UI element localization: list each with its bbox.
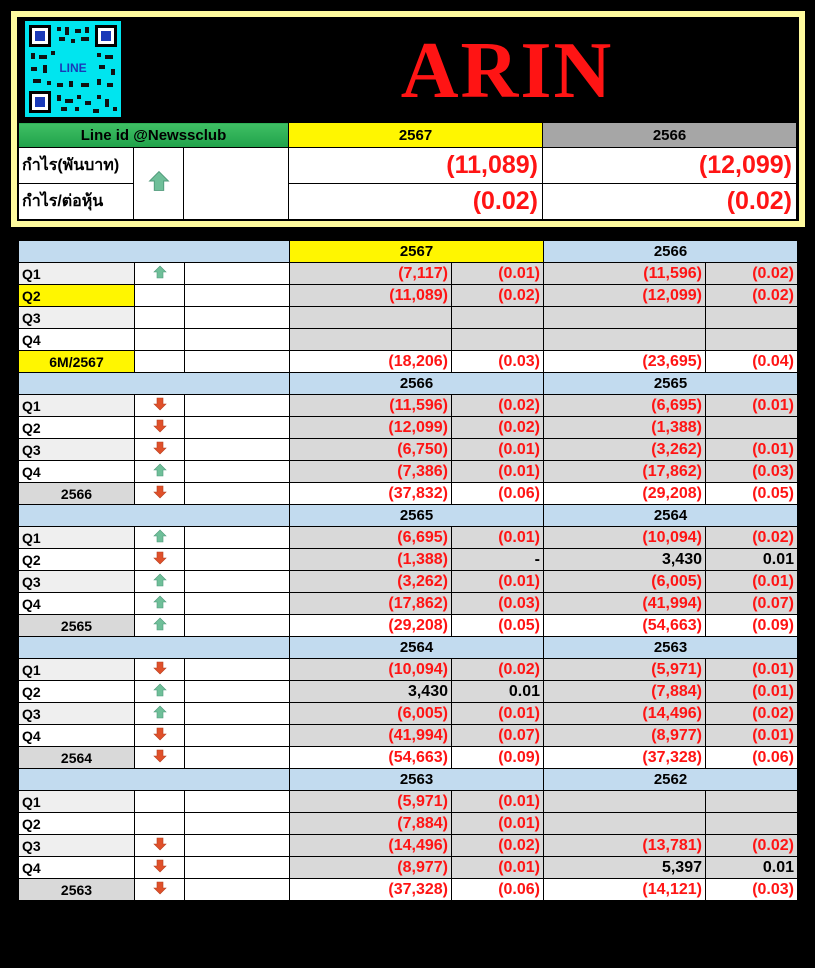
profit-b-cell: (5,971)	[544, 659, 706, 681]
eps-a-cell: (0.01)	[452, 439, 544, 461]
profit-b-cell	[544, 791, 706, 813]
eps-b-cell	[706, 791, 798, 813]
blank-cell	[185, 439, 290, 461]
block-year-a: 2567	[290, 241, 544, 263]
total-row	[19, 615, 798, 637]
profit-b-cell: (12,099)	[544, 285, 706, 307]
profit-a-cell: (17,862)	[290, 593, 452, 615]
quarter-row	[19, 549, 798, 571]
profit-a-cell: (18,206)	[290, 351, 452, 373]
blank-cell	[185, 813, 290, 835]
eps-prev: (0.02)	[543, 184, 797, 220]
block-year-b: 2562	[544, 769, 798, 791]
trend-cell	[135, 439, 185, 461]
eps-b-cell: (0.05)	[706, 483, 798, 505]
blank-cell	[185, 725, 290, 747]
row-label: Q2	[19, 813, 135, 835]
row-label: 6M/2567	[19, 351, 135, 373]
row-label: 2565	[19, 615, 135, 637]
eps-b-cell: (0.01)	[706, 725, 798, 747]
up-arrow-icon	[153, 463, 167, 480]
blank-cell	[185, 461, 290, 483]
blank-cell	[185, 263, 290, 285]
row-label: Q4	[19, 725, 135, 747]
trend-cell	[135, 615, 185, 637]
trend-cell	[135, 835, 185, 857]
profit-b-cell: (54,663)	[544, 615, 706, 637]
eps-a-cell: 0.01	[452, 681, 544, 703]
row-label: Q4	[19, 593, 135, 615]
block-header-spacer	[19, 241, 290, 263]
eps-a-cell	[452, 329, 544, 351]
profit-a-cell	[290, 329, 452, 351]
quarter-row	[19, 329, 798, 351]
row-label: Q3	[19, 307, 135, 329]
summary-table	[18, 122, 797, 220]
line-id-label[interactable]: Line id @Newssclub	[19, 123, 289, 148]
profit-b-cell: (6,005)	[544, 571, 706, 593]
down-arrow-icon	[153, 397, 167, 414]
trend-cell	[135, 395, 185, 417]
row-label: Q3	[19, 439, 135, 461]
block-header-spacer	[19, 769, 290, 791]
profit-b-cell	[544, 307, 706, 329]
profit-a-cell: (7,386)	[290, 461, 452, 483]
profit-a-cell: (1,388)	[290, 549, 452, 571]
blank-cell	[185, 615, 290, 637]
profit-b-cell: (29,208)	[544, 483, 706, 505]
row-label: Q1	[19, 791, 135, 813]
summary-header-row	[19, 123, 797, 148]
profit-a-cell: (54,663)	[290, 747, 452, 769]
profit-b-cell: (10,094)	[544, 527, 706, 549]
profit-b-cell: (14,496)	[544, 703, 706, 725]
profit-b-cell: (13,781)	[544, 835, 706, 857]
profit-b-cell: (37,328)	[544, 747, 706, 769]
row-label: Q1	[19, 527, 135, 549]
eps-b-cell	[706, 813, 798, 835]
block-header-row	[19, 373, 798, 395]
row-label: 2566	[19, 483, 135, 505]
row-label: Q2	[19, 549, 135, 571]
eps-a-cell	[452, 307, 544, 329]
total-row	[19, 483, 798, 505]
trend-cell	[135, 307, 185, 329]
profit-b-cell: (23,695)	[544, 351, 706, 373]
profit-a-cell: (7,117)	[290, 263, 452, 285]
profit-a-cell: (14,496)	[290, 835, 452, 857]
eps-b-cell	[706, 329, 798, 351]
trend-cell	[135, 263, 185, 285]
profit-b-cell	[544, 813, 706, 835]
profit-a-cell: (11,596)	[290, 395, 452, 417]
down-arrow-icon	[153, 859, 167, 876]
blank-cell	[185, 351, 290, 373]
quarter-row	[19, 571, 798, 593]
quarter-row	[19, 285, 798, 307]
quarter-row	[19, 725, 798, 747]
trend-cell	[135, 681, 185, 703]
down-arrow-icon	[153, 419, 167, 436]
row-label: 2564	[19, 747, 135, 769]
up-arrow-icon	[153, 683, 167, 700]
down-arrow-icon	[153, 661, 167, 678]
eps-b-cell: 0.01	[706, 857, 798, 879]
row-label: Q1	[19, 659, 135, 681]
eps-label: กำไร/ต่อหุ้น	[19, 184, 134, 220]
quarter-row	[19, 813, 798, 835]
block-year-a: 2564	[290, 637, 544, 659]
row-label: Q4	[19, 857, 135, 879]
profit-b-cell: 5,397	[544, 857, 706, 879]
profit-a-cell: 3,430	[290, 681, 452, 703]
up-arrow-icon	[153, 595, 167, 612]
eps-b-cell: 0.01	[706, 549, 798, 571]
eps-a-cell: (0.02)	[452, 417, 544, 439]
row-label: 2563	[19, 879, 135, 901]
profit-b-cell: (3,262)	[544, 439, 706, 461]
trend-cell	[135, 791, 185, 813]
profit-a-cell: (12,099)	[290, 417, 452, 439]
profit-b-cell: (11,596)	[544, 263, 706, 285]
eps-a-cell: (0.01)	[452, 791, 544, 813]
trend-cell	[135, 857, 185, 879]
total-row	[19, 879, 798, 901]
eps-b-cell: (0.02)	[706, 835, 798, 857]
eps-b-cell: (0.01)	[706, 395, 798, 417]
trend-cell	[135, 879, 185, 901]
profit-b-cell: (6,695)	[544, 395, 706, 417]
block-year-b: 2565	[544, 373, 798, 395]
row-label: Q1	[19, 263, 135, 285]
row-label: Q2	[19, 285, 135, 307]
profit-a-cell: (6,695)	[290, 527, 452, 549]
down-arrow-icon	[153, 727, 167, 744]
quarter-row	[19, 791, 798, 813]
profit-a-cell: (5,971)	[290, 791, 452, 813]
blank-cell	[185, 571, 290, 593]
trend-cell	[135, 329, 185, 351]
eps-a-cell: (0.01)	[452, 857, 544, 879]
blank-cell	[185, 285, 290, 307]
profit-a-cell: (11,089)	[290, 285, 452, 307]
trend-cell	[135, 351, 185, 373]
row-label: Q1	[19, 395, 135, 417]
trend-cell	[135, 483, 185, 505]
row-label: Q3	[19, 703, 135, 725]
eps-a-cell: (0.06)	[452, 879, 544, 901]
eps-b-cell: (0.01)	[706, 439, 798, 461]
row-label: Q4	[19, 461, 135, 483]
profit-a-cell: (3,262)	[290, 571, 452, 593]
block-header-spacer	[19, 373, 290, 395]
down-arrow-icon	[153, 881, 167, 898]
line-qr-code[interactable]	[25, 21, 121, 117]
row-label: Q4	[19, 329, 135, 351]
trend-cell	[135, 659, 185, 681]
eps-b-cell	[706, 417, 798, 439]
down-arrow-icon	[153, 749, 167, 766]
profit-current: (11,089)	[289, 148, 543, 184]
block-year-a: 2563	[290, 769, 544, 791]
company-ticker-title: ARIN	[400, 27, 614, 115]
row-label: Q2	[19, 417, 135, 439]
eps-a-cell: (0.02)	[452, 285, 544, 307]
down-arrow-icon	[153, 441, 167, 458]
block-header-spacer	[19, 637, 290, 659]
eps-b-cell: (0.02)	[706, 527, 798, 549]
block-year-b: 2563	[544, 637, 798, 659]
quarter-row	[19, 395, 798, 417]
blank-cell	[185, 879, 290, 901]
trend-cell	[135, 285, 185, 307]
eps-current: (0.02)	[289, 184, 543, 220]
profit-a-cell: (8,977)	[290, 857, 452, 879]
trend-cell	[135, 417, 185, 439]
profit-b-cell: (41,994)	[544, 593, 706, 615]
profit-a-cell: (37,832)	[290, 483, 452, 505]
up-arrow-icon	[153, 573, 167, 590]
eps-b-cell: (0.06)	[706, 747, 798, 769]
eps-b-cell: (0.01)	[706, 681, 798, 703]
quarter-row	[19, 439, 798, 461]
total-row	[19, 747, 798, 769]
profit-a-cell: (41,994)	[290, 725, 452, 747]
up-arrow-icon	[153, 265, 167, 282]
eps-a-cell: (0.01)	[452, 527, 544, 549]
trend-cell	[135, 747, 185, 769]
quarter-row	[19, 461, 798, 483]
down-arrow-icon	[153, 551, 167, 568]
profit-a-cell: (6,750)	[290, 439, 452, 461]
profit-a-cell: (29,208)	[290, 615, 452, 637]
block-year-b: 2566	[544, 241, 798, 263]
block-header-row	[19, 505, 798, 527]
trend-cell	[135, 813, 185, 835]
down-arrow-icon	[153, 837, 167, 854]
eps-a-cell: (0.01)	[452, 461, 544, 483]
blank-cell	[185, 417, 290, 439]
profit-b-cell: (17,862)	[544, 461, 706, 483]
down-arrow-icon	[153, 485, 167, 502]
eps-a-cell: (0.03)	[452, 351, 544, 373]
eps-b-cell: (0.09)	[706, 615, 798, 637]
blank-cell	[185, 703, 290, 725]
eps-a-cell: (0.06)	[452, 483, 544, 505]
trend-cell	[135, 571, 185, 593]
quarter-row	[19, 681, 798, 703]
eps-b-cell: (0.02)	[706, 285, 798, 307]
profit-b-cell: (14,121)	[544, 879, 706, 901]
up-arrow-icon	[153, 529, 167, 546]
eps-a-cell: (0.01)	[452, 813, 544, 835]
blank-cell	[185, 329, 290, 351]
blank-cell	[185, 527, 290, 549]
eps-a-cell: (0.03)	[452, 593, 544, 615]
quarter-row	[19, 835, 798, 857]
trend-cell	[135, 461, 185, 483]
profit-b-cell	[544, 329, 706, 351]
up-arrow-icon	[148, 170, 170, 197]
eps-a-cell: (0.02)	[452, 659, 544, 681]
block-year-a: 2565	[290, 505, 544, 527]
eps-b-cell: (0.02)	[706, 703, 798, 725]
trend-cell	[135, 549, 185, 571]
profit-b-cell: (1,388)	[544, 417, 706, 439]
up-arrow-icon	[153, 617, 167, 634]
quarter-row	[19, 263, 798, 285]
eps-a-cell: (0.02)	[452, 835, 544, 857]
eps-a-cell: -	[452, 549, 544, 571]
profit-b-cell: (8,977)	[544, 725, 706, 747]
eps-b-cell: (0.03)	[706, 879, 798, 901]
row-label: Q3	[19, 571, 135, 593]
total-row	[19, 351, 798, 373]
profit-b-cell: 3,430	[544, 549, 706, 571]
quarter-row	[19, 857, 798, 879]
eps-b-cell: (0.03)	[706, 461, 798, 483]
eps-a-cell: (0.01)	[452, 263, 544, 285]
eps-a-cell: (0.09)	[452, 747, 544, 769]
blank-cell	[185, 791, 290, 813]
qr-line-label: LINE	[55, 60, 91, 76]
eps-b-cell	[706, 307, 798, 329]
trend-cell	[135, 703, 185, 725]
trend-cell	[135, 725, 185, 747]
quarter-row	[19, 593, 798, 615]
row-label: Q2	[19, 681, 135, 703]
blank-cell	[185, 593, 290, 615]
profit-a-cell: (37,328)	[290, 879, 452, 901]
quarter-row	[19, 703, 798, 725]
blank-cell	[185, 857, 290, 879]
quarter-row	[19, 307, 798, 329]
summary-blank-cell	[184, 148, 289, 220]
eps-b-cell: (0.01)	[706, 571, 798, 593]
block-header-row	[19, 637, 798, 659]
up-arrow-icon	[153, 705, 167, 722]
eps-a-cell: (0.02)	[452, 395, 544, 417]
trend-cell	[135, 593, 185, 615]
profit-a-cell: (7,884)	[290, 813, 452, 835]
block-year-a: 2566	[290, 373, 544, 395]
eps-b-cell: (0.07)	[706, 593, 798, 615]
block-header-spacer	[19, 505, 290, 527]
blank-cell	[185, 483, 290, 505]
eps-a-cell: (0.01)	[452, 703, 544, 725]
profit-b-cell: (7,884)	[544, 681, 706, 703]
blank-cell	[185, 747, 290, 769]
profit-a-cell	[290, 307, 452, 329]
eps-b-cell: (0.01)	[706, 659, 798, 681]
blank-cell	[185, 395, 290, 417]
trend-cell	[135, 527, 185, 549]
quarter-row	[19, 527, 798, 549]
eps-b-cell: (0.02)	[706, 263, 798, 285]
block-header-row	[19, 241, 798, 263]
profit-a-cell: (10,094)	[290, 659, 452, 681]
summary-year-current: 2567	[289, 123, 543, 148]
profit-a-cell: (6,005)	[290, 703, 452, 725]
blank-cell	[185, 835, 290, 857]
profit-prev: (12,099)	[543, 148, 797, 184]
blank-cell	[185, 659, 290, 681]
eps-a-cell: (0.01)	[452, 571, 544, 593]
quarter-row	[19, 417, 798, 439]
blank-cell	[185, 681, 290, 703]
quarterly-table	[18, 240, 798, 901]
quarter-row	[19, 659, 798, 681]
summary-trend-cell	[134, 148, 184, 220]
eps-a-cell: (0.05)	[452, 615, 544, 637]
summary-year-prev: 2566	[543, 123, 797, 148]
row-label: Q3	[19, 835, 135, 857]
blank-cell	[185, 549, 290, 571]
eps-a-cell: (0.07)	[452, 725, 544, 747]
summary-profit-row	[19, 148, 797, 184]
blank-cell	[185, 307, 290, 329]
profit-label: กำไร(พันบาท)	[19, 148, 134, 184]
eps-b-cell: (0.04)	[706, 351, 798, 373]
block-header-row	[19, 769, 798, 791]
block-year-b: 2564	[544, 505, 798, 527]
